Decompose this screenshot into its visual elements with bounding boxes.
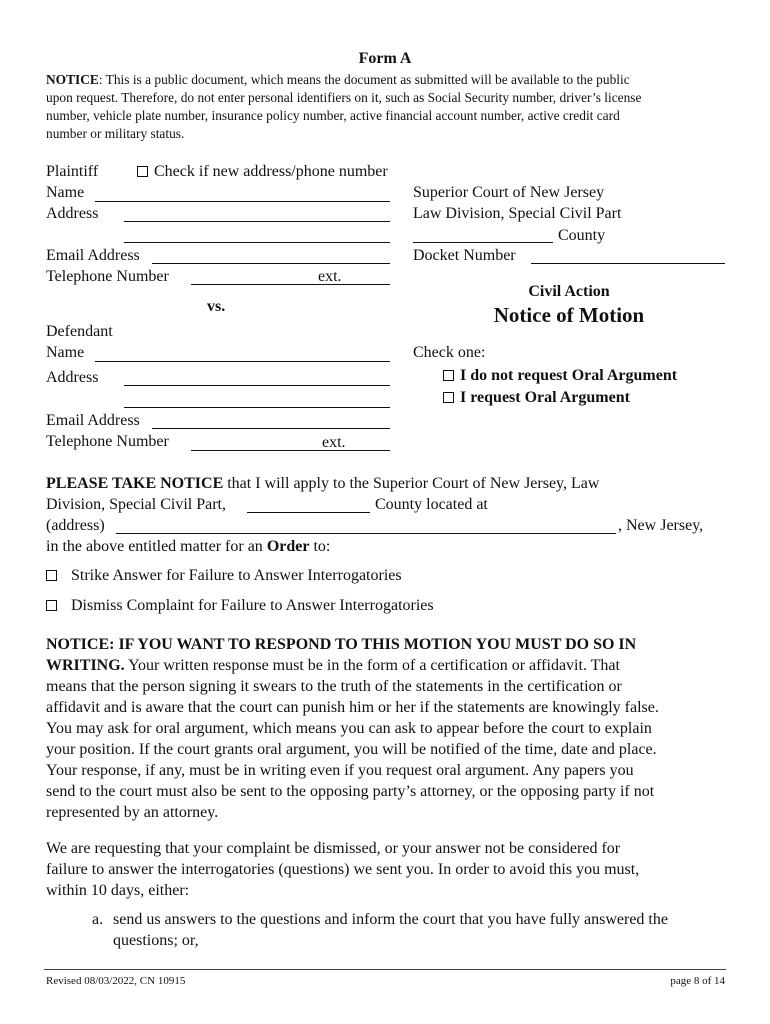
strike-answer-checkbox[interactable] bbox=[46, 570, 57, 581]
notice-of-motion-heading: Notice of Motion bbox=[493, 303, 645, 327]
strike-answer-label: Strike Answer for Failure to Answer Interrogatories bbox=[71, 567, 402, 584]
defendant-phone-field[interactable] bbox=[191, 450, 390, 451]
respond-line-4: affidavit and is aware that the court can punish him or her if the statements are knowingly false. bbox=[46, 699, 659, 716]
docket-label: Docket Number bbox=[413, 247, 516, 264]
defendant-label: Defendant bbox=[46, 323, 113, 340]
respond-line-6: your position. If the court grants oral argument, you will be notified of the time, date and place. bbox=[46, 741, 657, 758]
new-address-checkbox-row[interactable] bbox=[137, 162, 388, 182]
footer-divider bbox=[44, 969, 726, 970]
notice-text-1: : This is a public document, which means the document as submitted will be available to the public bbox=[98, 72, 630, 87]
plaintiff-email-label: Email Address bbox=[46, 247, 140, 264]
plaintiff-phone-field[interactable] bbox=[191, 284, 390, 285]
please-notice-bold: PLEASE TAKE NOTICE bbox=[46, 475, 224, 492]
please-notice-line-1 bbox=[46, 474, 599, 494]
oral-argument-label: I request Oral Argument bbox=[460, 389, 630, 406]
respond-line-7: Your response, if any, must be in writing even if you request oral argument. Any papers you bbox=[46, 762, 634, 779]
strike-answer-option[interactable] bbox=[46, 566, 402, 586]
please-notice-line-4 bbox=[46, 537, 330, 557]
defendant-address-field-1[interactable] bbox=[124, 385, 390, 386]
court-division: Law Division, Special Civil Part bbox=[413, 205, 622, 222]
plaintiff-address-field-2[interactable] bbox=[124, 242, 390, 243]
defendant-ext-label: ext. bbox=[322, 434, 346, 451]
respond-text-2: Your written response must be in the form of a certification or affidavit. That bbox=[124, 657, 620, 674]
new-address-checkbox-label: Check if new address/phone number bbox=[154, 163, 388, 180]
plaintiff-ext-label: ext. bbox=[318, 268, 342, 285]
oral-argument-option[interactable] bbox=[443, 388, 630, 408]
plaintiff-phone-label: Telephone Number bbox=[46, 268, 169, 285]
requesting-line-2: failure to answer the interrogatories (questions) we sent you. In order to avoid this you must, bbox=[46, 861, 640, 878]
plaintiff-name-label: Name bbox=[46, 184, 85, 201]
please-notice-county-located: County located at bbox=[375, 496, 488, 513]
address-label: (address) bbox=[46, 517, 105, 534]
item-a-line-2: questions; or, bbox=[113, 932, 199, 949]
respond-line-9: represented by an attorney. bbox=[46, 804, 219, 821]
court-name: Superior Court of New Jersey bbox=[413, 184, 605, 201]
item-a-marker: a. bbox=[92, 911, 104, 928]
motion-county-field[interactable] bbox=[247, 512, 370, 513]
defendant-email-field[interactable] bbox=[152, 428, 390, 429]
notice-line-1 bbox=[46, 71, 630, 89]
please-notice-text-4a: in the above entitled matter for an bbox=[46, 538, 267, 555]
notice-label: NOTICE bbox=[46, 72, 99, 87]
court-address-field[interactable] bbox=[116, 533, 616, 534]
dismiss-complaint-label: Dismiss Complaint for Failure to Answer Interrogatories bbox=[71, 597, 434, 614]
requesting-line-1: We are requesting that your complaint be dismissed, or your answer not be considered for bbox=[46, 840, 621, 857]
defendant-email-label: Email Address bbox=[46, 412, 140, 429]
dismiss-complaint-checkbox[interactable] bbox=[46, 600, 57, 611]
respond-line-5: You may ask for oral argument, which means you can ask to appear before the court to explain bbox=[46, 720, 652, 737]
defendant-address-field-2[interactable] bbox=[124, 407, 390, 408]
please-notice-text-1: that I will apply to the Superior Court of New Jersey, Law bbox=[223, 475, 600, 492]
plaintiff-address-field-1[interactable] bbox=[124, 221, 390, 222]
notice-line-2: upon request. Therefore, do not enter personal identifiers on it, such as Social Security number, driver’s license bbox=[46, 90, 642, 105]
requesting-line-3: within 10 days, either: bbox=[46, 882, 190, 899]
county-field[interactable] bbox=[413, 242, 553, 243]
notice-line-4: number or military status. bbox=[46, 126, 185, 141]
no-oral-argument-option[interactable] bbox=[443, 366, 677, 386]
defendant-address-label: Address bbox=[46, 369, 99, 386]
vs-label: vs. bbox=[207, 298, 226, 315]
form-title: Form A bbox=[358, 50, 412, 67]
check-one-label: Check one: bbox=[413, 344, 486, 361]
item-a-line-1: send us answers to the questions and inform the court that you have fully answered the bbox=[113, 911, 668, 928]
respond-line-8: send to the court must also be sent to the opposing party’s attorney, or the opposing party if not bbox=[46, 783, 655, 800]
dismiss-complaint-option[interactable] bbox=[46, 596, 434, 616]
please-notice-division: Division, Special Civil Part, bbox=[46, 496, 226, 513]
oral-argument-checkbox[interactable] bbox=[443, 392, 454, 403]
footer-revised: Revised 08/03/2022, CN 10915 bbox=[46, 975, 186, 987]
plaintiff-address-label: Address bbox=[46, 205, 99, 222]
defendant-phone-label: Telephone Number bbox=[46, 433, 169, 450]
notice-line-3: number, vehicle plate number, insurance policy number, active financial account number, active credit card bbox=[46, 108, 620, 123]
plaintiff-label: Plaintiff bbox=[46, 163, 99, 180]
respond-line-2 bbox=[46, 656, 620, 676]
footer-page-number: page 8 of 14 bbox=[670, 975, 725, 987]
no-oral-argument-checkbox[interactable] bbox=[443, 370, 454, 381]
respond-notice-heading: NOTICE: IF YOU WANT TO RESPOND TO THIS MOTION YOU MUST DO SO IN bbox=[46, 636, 637, 653]
defendant-name-field[interactable] bbox=[95, 361, 390, 362]
writing-bold: WRITING. bbox=[46, 657, 125, 674]
defendant-name-label: Name bbox=[46, 344, 85, 361]
order-bold: Order bbox=[266, 538, 310, 555]
respond-line-3: means that the person signing it swears to the truth of the statements in the certification or bbox=[46, 678, 622, 695]
civil-action-heading: Civil Action bbox=[528, 283, 610, 300]
please-notice-text-4b: to: bbox=[309, 538, 331, 555]
new-jersey-suffix: , New Jersey, bbox=[618, 517, 704, 534]
plaintiff-email-field[interactable] bbox=[152, 263, 390, 264]
plaintiff-name-field[interactable] bbox=[95, 201, 390, 202]
no-oral-argument-label: I do not request Oral Argument bbox=[460, 367, 678, 384]
new-address-checkbox[interactable] bbox=[137, 166, 148, 177]
county-label: County bbox=[558, 227, 606, 244]
docket-field[interactable] bbox=[531, 263, 725, 264]
